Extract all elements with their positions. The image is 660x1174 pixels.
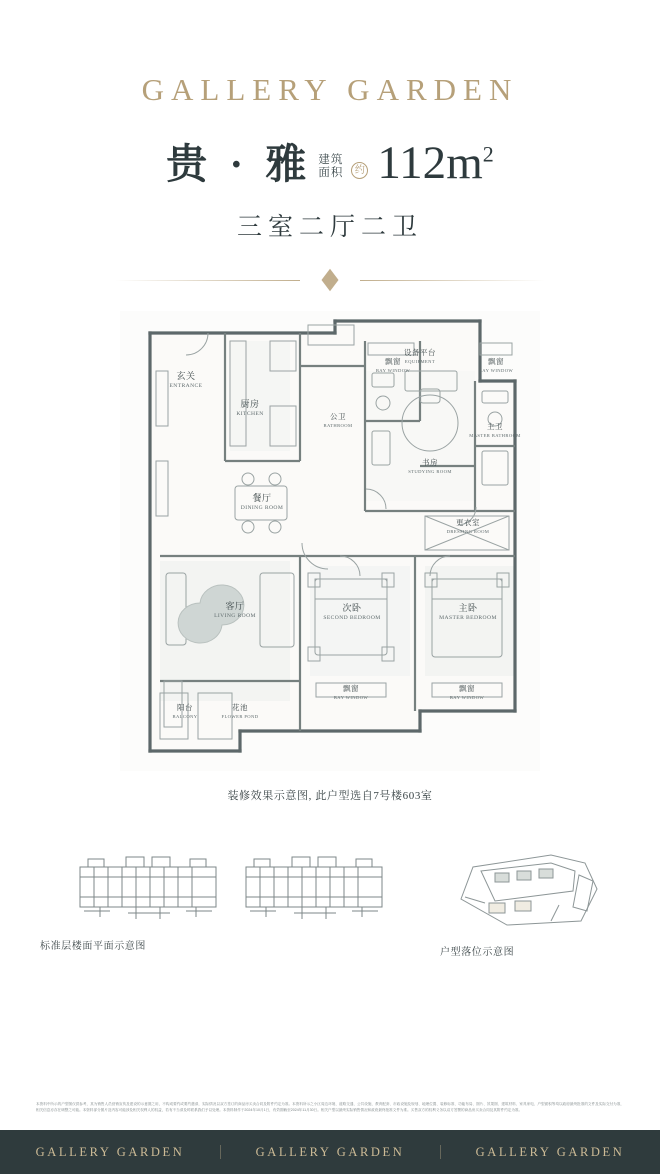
header	[0, 0, 660, 289]
room-label-study: 书房 STUDYING ROOM	[408, 458, 452, 474]
room-label-dressing: 更衣室 DRESSING ROOM	[446, 518, 490, 534]
room-label-bay-window-bath: 飘窗 BAY WINDOW	[478, 357, 514, 373]
room-label-master-bathroom: 主卫 MASTER BATHROOM	[469, 422, 521, 438]
room-label-balcony: 阳台 BALCONY	[172, 703, 198, 719]
area-value	[377, 137, 494, 189]
area-label-line1: 建筑	[318, 154, 344, 167]
plan-caption: 装修效果示意图, 此户型选自7号楼603室	[227, 790, 433, 803]
unit-location-diagram	[455, 851, 605, 929]
room-label-bathroom: 公卫 BATHROOM	[323, 412, 353, 428]
room-label-bay-window-master: 飘窗 BAY WINDOW	[449, 684, 485, 700]
room-label-equipment: 设备平台 EQUIPMENT	[404, 348, 436, 364]
footer-brand-3: GALLERY GARDEN	[440, 1145, 660, 1160]
brand-title: GALLERY GARDEN	[141, 72, 519, 107]
footer-brand-1: GALLERY GARDEN	[35, 1144, 185, 1159]
unit-name: 贵 · 雅	[166, 141, 313, 188]
room-label-entrance: 玄关 ENTRANCE	[169, 371, 203, 389]
unit-location-caption: 户型落位示意图	[440, 947, 515, 959]
area-number: 112	[377, 137, 447, 189]
room-label-second-bedroom: 次卧 SECOND BEDROOM	[323, 603, 381, 621]
standard-floor-diagram-right	[240, 851, 388, 923]
ornament-divider	[115, 271, 545, 289]
title-row	[0, 137, 660, 189]
room-label-bay-window-study: 飘窗 BAY WINDOW	[375, 357, 411, 373]
disclaimer-text: 本资料中所示的户型图仅供参考，其为销售人员营销宣传及建设的示意图之用，不构成要约或要约邀请，实际情况以双方签订的商品房买卖合同及附件约定为准。本资料所示之小区周边环境、道路交通、公共设施、教育配套、市政设施及规划、地理位置、装修标准、功能布局、图片、效果图、建筑材料、家具家电、户型面积等均以政府最终批准的文件及实际交付为准，相关信息亦存在调整之可能。本资料部分图片及内容可能涉及相关权利人的权益，若有不当请及时联系我们予以处理。本资料制作于2024年10月1日，有效期截至2024年11月30日。相关户型以最终实际销售情况和政府最终批准文件为准。买售双方的权利义务以双方签署的商品房买卖合同及其附件约定为准。	[36, 1101, 624, 1113]
layout-summary: 三室二厅二卫	[236, 214, 423, 242]
room-label-flower-pond: 花池 FLOWER POND	[221, 703, 259, 719]
standard-floor-caption: 标准层楼面平面示意图	[40, 941, 146, 953]
mini-diagrams	[0, 851, 660, 958]
room-label-dining: 餐厅 DINING ROOM	[240, 493, 284, 511]
area-exponent: 2	[482, 141, 494, 167]
standard-floor-diagram-left	[74, 851, 222, 923]
footer-brand-2: GALLERY GARDEN	[220, 1145, 440, 1160]
area-unit: m	[446, 137, 483, 189]
room-label-kitchen: 厨房 KITCHEN	[236, 399, 264, 417]
footer-bar	[0, 1130, 660, 1174]
floor-plan-svg	[120, 311, 540, 771]
room-label-master-bedroom: 主卧 MASTER BEDROOM	[439, 603, 497, 621]
area-label-line2: 面积	[318, 167, 344, 180]
floor-plan	[120, 311, 540, 771]
area-label	[318, 154, 343, 185]
diamond-icon	[321, 269, 338, 292]
approx-badge: 约	[351, 162, 368, 179]
room-label-bay-window-second: 飘窗 BAY WINDOW	[333, 684, 369, 700]
room-label-living: 客厅 LIVING ROOM	[214, 601, 256, 619]
